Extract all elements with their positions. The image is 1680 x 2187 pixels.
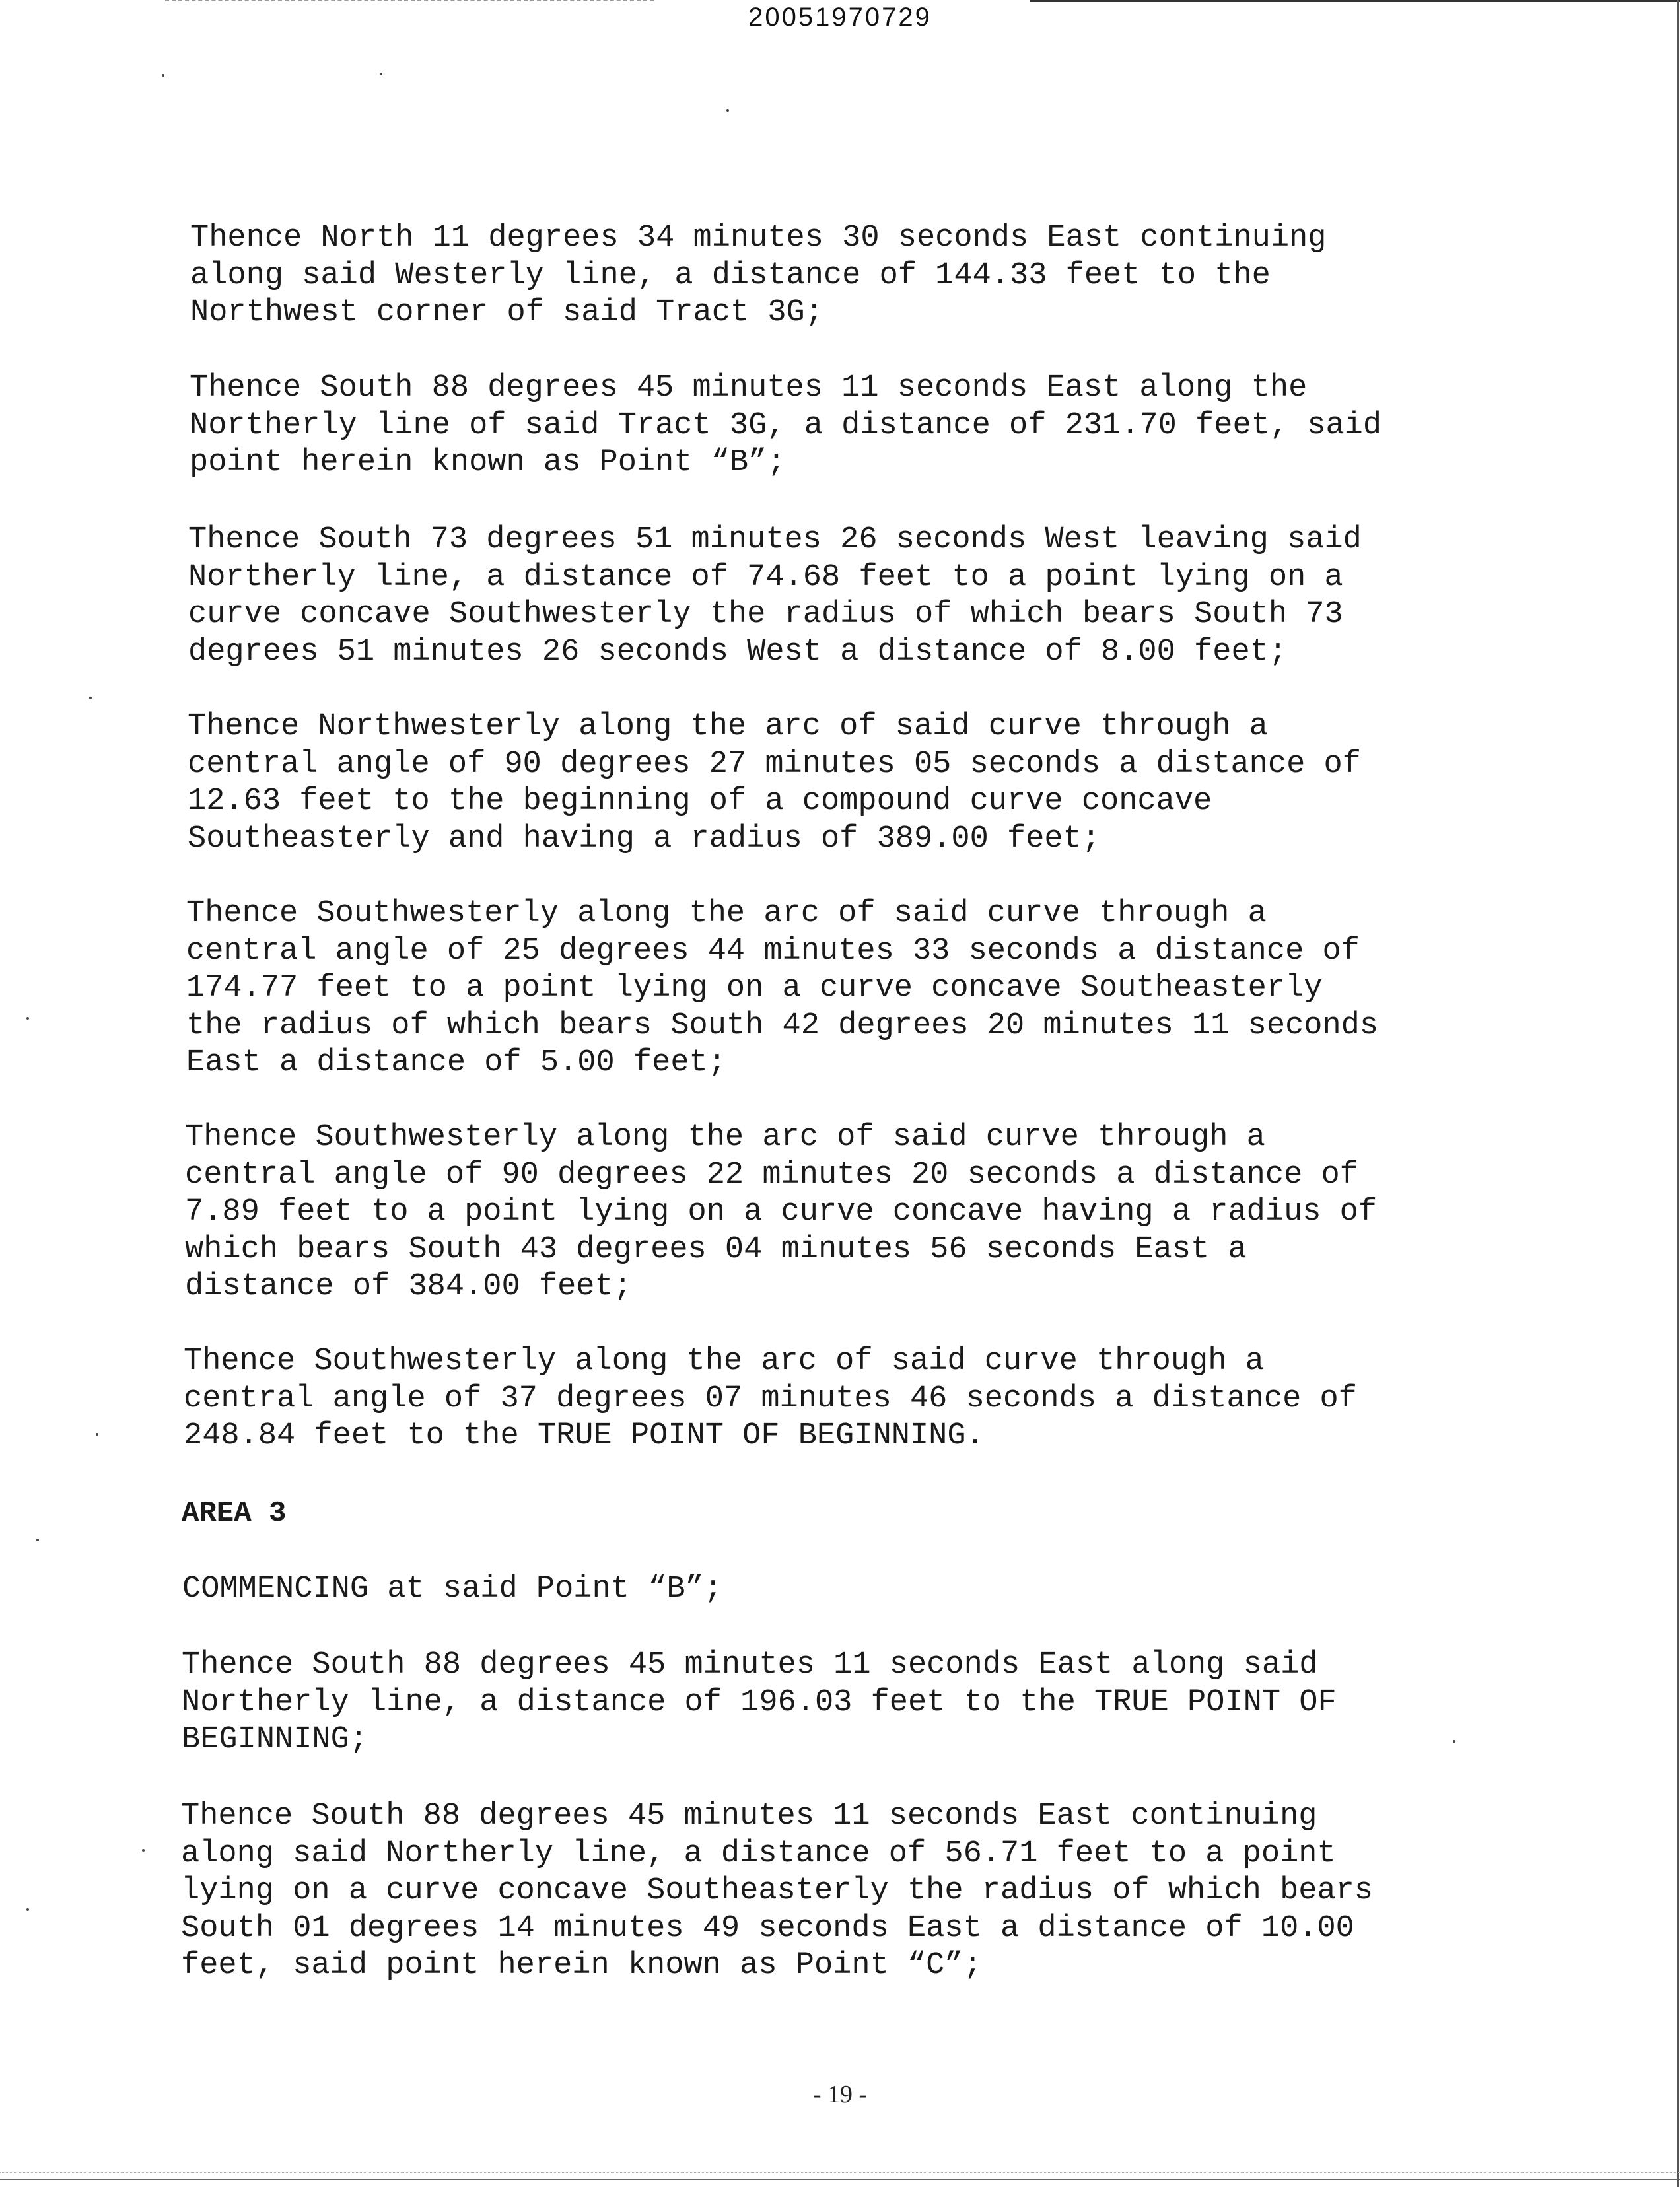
scan-speck — [89, 697, 92, 699]
scan-speck — [162, 74, 164, 77]
scan-speck — [726, 109, 729, 112]
area-paragraph-1: COMMENCING at said Point “B”; — [182, 1572, 722, 1607]
scan-speck — [36, 1539, 39, 1541]
paragraph-2: Thence South 88 degrees 45 minutes 11 seconds East along the Northerly line of said Tract 3G, a distance of 231.70 feet, said point herein known as Point “B”; — [190, 370, 1382, 480]
paragraph-4: Thence Northwesterly along the arc of said curve through a central angle of 90 degrees 27 minutes 05 seconds a distance of 12.63 feet to the beginning of a compound curve concave Southeasterly and having a radius of 389.00 feet; — [188, 709, 1361, 856]
scan-edge-bottom-dotted — [0, 2172, 1680, 2173]
area-heading: AREA 3 — [182, 1497, 287, 1530]
paragraph-3: Thence South 73 degrees 51 minutes 26 seconds West leaving said Northerly line, a distance of 74.68 feet to a point lying on a curve concave Southwesterly the radius of which bears South 73 degrees 51 minutes 26 seconds West a distance of 8.00 feet; — [188, 522, 1362, 670]
scan-edge-bottom — [0, 2179, 1680, 2180]
scan-speck — [26, 1908, 29, 1911]
scan-edge-top-right — [1030, 0, 1680, 2]
paragraph-1: Thence North 11 degrees 34 minutes 30 seconds East continuing along said Westerly line, a distance of 144.33 feet to the Northwest corner of said Tract 3G; — [190, 221, 1327, 330]
scan-speck — [380, 73, 382, 75]
paragraph-6: Thence Southwesterly along the arc of said curve through a central angle of 90 degrees 22 minutes 20 seconds a distance of 7.89 feet to a point lying on a curve concave having a radius of which bears South 43 degrees 04 minutes 56 seconds East a distance of 384.00 feet; — [185, 1120, 1378, 1304]
page-number: - 19 - — [812, 2081, 868, 2108]
scan-speck — [26, 1017, 29, 1020]
recording-number: 20051970729 — [748, 3, 932, 32]
paragraph-7: Thence Southwesterly along the arc of said curve through a central angle of 37 degrees 07 minutes 46 seconds a distance of 248.84 feet to the TRUE POINT OF BEGINNING. — [184, 1344, 1357, 1453]
scan-speck — [142, 1849, 145, 1852]
scan-speck — [1453, 1740, 1455, 1743]
area-paragraph-3: Thence South 88 degrees 45 minutes 11 seconds East continuing along said Northerly line, a distance of 56.71 feet to a point lying on a curve concave Southeasterly the radius of which bears South 01 degrees 14 minutes 49 seconds East a distance of 10.00 feet, said point herein known as Point “C”; — [181, 1799, 1374, 1983]
scan-edge-top-left — [165, 0, 654, 1]
scan-speck — [96, 1433, 98, 1436]
area-paragraph-2: Thence South 88 degrees 45 minutes 11 seconds East along said Northerly line, a distance of 196.03 feet to the TRUE POINT OF BEGINNING; — [182, 1648, 1337, 1757]
paragraph-5: Thence Southwesterly along the arc of said curve through a central angle of 25 degrees 44 minutes 33 seconds a distance of 174.77 feet to a point lying on a curve concave Southeasterly the radius of which bears South 42 degrees 20 minutes 11 seconds East a distance of 5.00 feet; — [186, 896, 1379, 1080]
